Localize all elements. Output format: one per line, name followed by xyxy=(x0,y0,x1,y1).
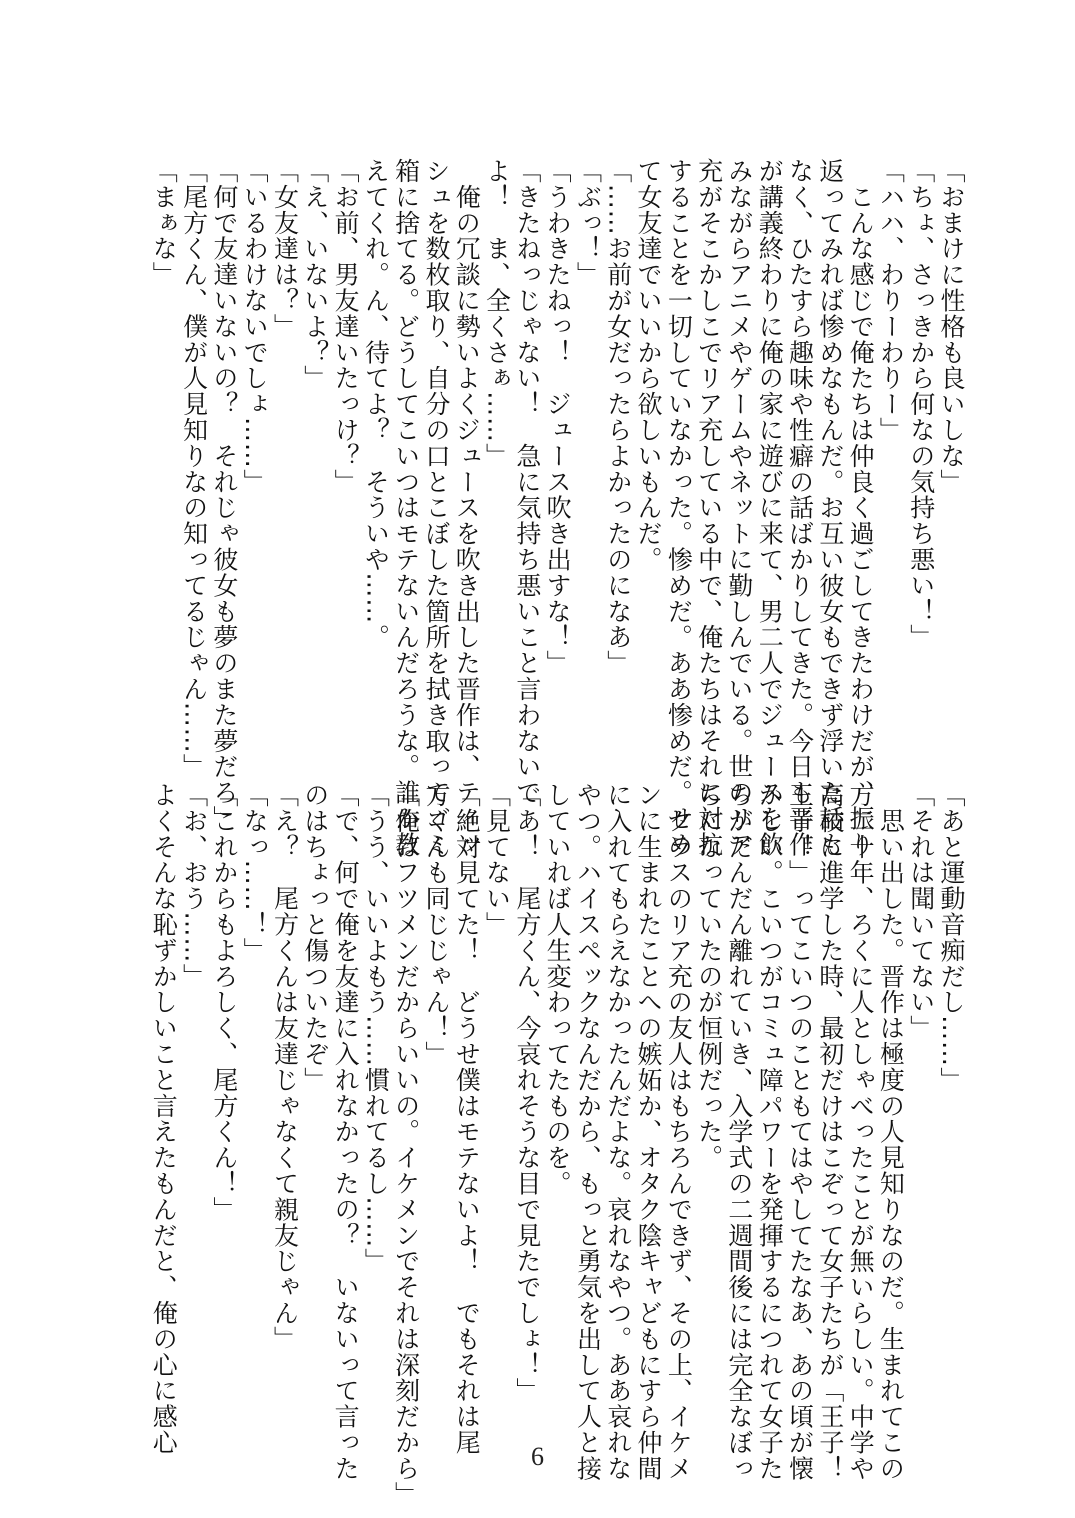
text-column: クラスのリア充の友人はもちろんできず、その上、イケメ xyxy=(664,782,694,1482)
text-column: かしい。こいつがコミュ障パワーを発揮するにつれて女子た xyxy=(755,782,785,1482)
text-column: していれば人生変わってたものを。 xyxy=(543,782,573,1197)
text-column: 王子！」ってこいつのこともてはやしてたなあ、あの頃が懐 xyxy=(785,782,815,1482)
text-column: 「女友達は？」 xyxy=(270,158,300,340)
text-column: 「うわきたねっ！ ジュース吹き出すな！」 xyxy=(543,158,573,676)
text-column: ちになっていたのが恒例だった。 xyxy=(694,782,724,1171)
text-column: よくそんな恥ずかしいこと言えたもんだと、俺の心に感心 xyxy=(149,782,179,1456)
bottom-text-block xyxy=(118,782,966,1508)
text-column: ちがだんだん離れていき、入学式の二週間後には完全なぼっ xyxy=(724,782,754,1482)
text-column: 「あと運動音痴だし……」 xyxy=(937,782,966,1093)
text-column: 思い出した。晋作は極度の人見知りなのだ。生まれてこの xyxy=(876,782,906,1482)
text-column: 「なっ……！」 xyxy=(240,782,270,964)
text-column: 「お、おう……」 xyxy=(179,782,209,990)
text-column: 「え？ 尾方くんは友達じゃなくて親友じゃん」 xyxy=(270,782,300,1352)
text-column: 「おまけに性格も良いしな」 xyxy=(937,158,966,495)
text-column: 「あ！ 尾方くん、今哀れそうな目で見たでしょ！」 xyxy=(512,782,542,1404)
text-column: 「俺はフツメンだからいいの。イケメンでそれは深刻だから」 xyxy=(391,782,421,1508)
text-column: 「まぁな」 xyxy=(149,158,179,288)
text-column: 高校に進学した時、最初だけはこぞって女子たちが「王子！ xyxy=(815,782,845,1482)
text-column: に入れてもらえなかったんだよな。哀れなやつ。ああ哀れな xyxy=(603,782,633,1482)
text-column: 返ってみれば惨めなもんだ。お互い彼女もできず浮いた話も xyxy=(815,158,845,858)
text-column: 「ちょ、さっきから何なの気持ち悪い！」 xyxy=(906,158,936,651)
text-column: 俺の冗談に勢いよくジュースを吹き出した晋作は、ティッ xyxy=(452,158,482,858)
text-column: なく、ひたすら趣味や性癖の話ばかりしてきた。今日も晋作 xyxy=(785,158,815,858)
text-column: 「見てない」 xyxy=(482,782,512,938)
text-column: 箱に捨てる。どうしてこいつはモテないんだろうな。誰か教 xyxy=(391,158,421,858)
text-column: みながらアニメやゲームやネットに勤しんでいる。世のリア xyxy=(724,158,754,858)
page-number: 6 xyxy=(531,1442,544,1471)
text-column: 「うう、いいよもう……慣れてるし……」 xyxy=(361,782,391,1275)
text-column: ンに生まれたことへの嫉妬か、オタク陰キャどもにすら仲間 xyxy=(634,782,664,1482)
text-column: こんな感じで俺たちは仲良く過ごしてきたわけだが、振り xyxy=(846,158,876,858)
text-column: 「これからもよろしく、尾方くん！」 xyxy=(209,782,239,1223)
text-column: 「お前、男友達いたっけ？」 xyxy=(331,158,361,495)
text-column: 「尾方くん、僕が人見知りなの知ってるじゃん……」 xyxy=(179,158,209,780)
text-column: シュを数枚取り、自分の口とこぼした箇所を拭き取ってゴミ xyxy=(421,158,451,858)
text-column: 「ハハ、わりーわりー」 xyxy=(876,158,906,443)
text-column: 「いるわけないでしょ……」 xyxy=(240,158,270,495)
text-column: 「何で友達いないの？ それじゃ彼女も夢のまた夢だろ」 xyxy=(209,158,239,832)
text-column: 「それは聞いてない」 xyxy=(906,782,936,1041)
text-column: 充がそこかしこでリア充している中で、俺たちはそれに対抗 xyxy=(694,158,724,858)
text-column: 方くんも同じじゃん！」 xyxy=(421,782,451,1067)
text-column: のはちょっと傷ついたぞ」 xyxy=(300,782,330,1093)
text-column: よ！ ま、全くさぁ……」 xyxy=(482,158,512,469)
text-column: て女友達でいいから欲しいもんだ。 xyxy=(634,158,664,573)
text-column: が講義終わりに俺の家に遊びに来て、男二人でジュースを飲 xyxy=(755,158,785,858)
text-column: やつ。ハイスペックなんだから、もっと勇気を出して人と接 xyxy=(573,782,603,1482)
text-column: 「……お前が女だったらよかったのになあ」 xyxy=(603,158,633,676)
text-column: することを一切していなかった。惨めだ。ああ惨めだ。せめ xyxy=(664,158,694,858)
text-column: 「え、いないよ？」 xyxy=(300,158,330,392)
text-column: えてくれ。ん、待てよ？ そういや……。 xyxy=(361,158,391,651)
text-column: 方二十年、ろくに人としゃべったことが無いらしい。中学や xyxy=(846,782,876,1482)
text-column: 「で、何で俺を友達に入れなかったの？ いないって言った xyxy=(331,782,361,1482)
text-column: 「ぶっ！」 xyxy=(573,158,603,288)
text-column: 「きたねっじゃない！ 急に気持ち悪いこと言わないで xyxy=(512,158,542,806)
text-column: 「絶対見てた！ どうせ僕はモテないよ！ でもそれは尾 xyxy=(452,782,482,1456)
top-text-block xyxy=(118,158,966,858)
